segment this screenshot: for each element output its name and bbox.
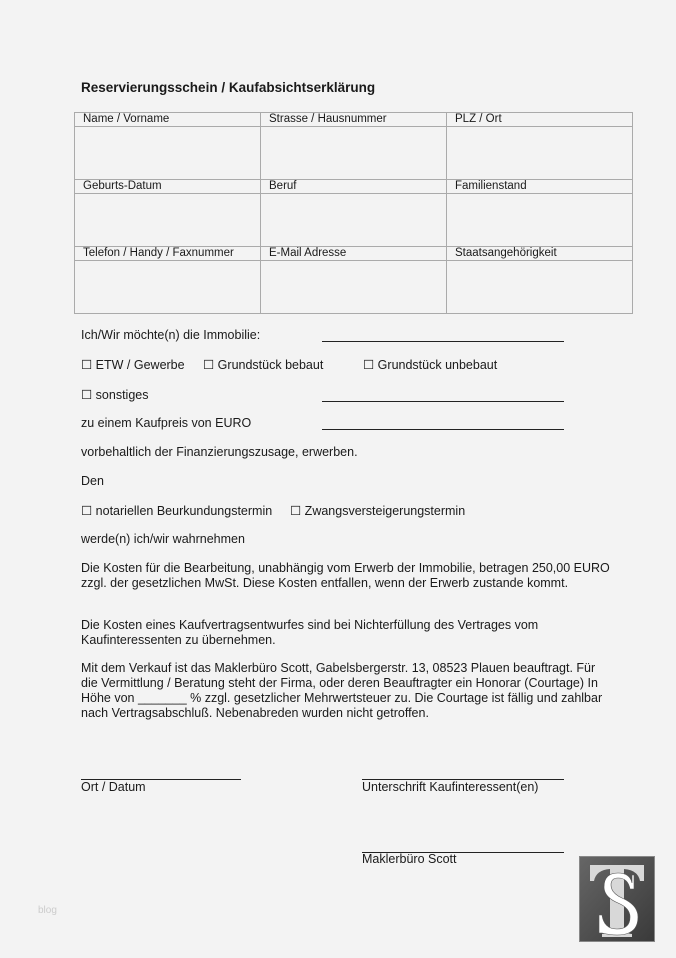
- field-birthdate[interactable]: [75, 194, 261, 247]
- option-unbebaut[interactable]: ☐ Grundstück unbebaut: [363, 358, 498, 372]
- paragraph-courtage: Mit dem Verkauf ist das Maklerbüro Scott, Gabelsbergerstr. 13, 08523 Plauen beauftragt. Für die Vermittlung / Beratung steht der Firma, oder deren Beauftragter ein Honorar (Courtage) In Höhe von _______ % zzgl. gesetzlicher Mehrwertsteuer zu. Die Courtage ist fällig und zahlbar nach Vertragsabschluß. Nebenabreden wurden nicht getroffen.: [81, 661, 603, 720]
- field-email[interactable]: [261, 261, 447, 314]
- ort-datum-label: Ort / Datum: [81, 780, 146, 794]
- label-phone: Telefon / Handy / Faxnummer: [75, 247, 261, 261]
- kaufpreis-label: zu einem Kaufpreis von EURO: [81, 416, 252, 430]
- immobilie-label: Ich/Wir möchte(n) die Immobilie:: [81, 328, 261, 342]
- vorbehalt-text: vorbehaltlich der Finanzierungszusage, erwerben.: [81, 445, 358, 459]
- label-city: PLZ / Ort: [447, 113, 633, 127]
- immobilie-line[interactable]: [322, 341, 564, 342]
- option-notar[interactable]: ☐ notariellen Beurkundungstermin: [81, 504, 273, 518]
- option-sonstiges[interactable]: ☐ sonstiges: [81, 388, 149, 402]
- label-birthdate: Geburts-Datum: [75, 180, 261, 194]
- watermark: blog: [38, 905, 57, 916]
- field-phone[interactable]: [75, 261, 261, 314]
- kunde-signature-label: Unterschrift Kaufinteressent(en): [362, 780, 539, 794]
- kaufpreis-line[interactable]: [322, 429, 564, 430]
- field-job[interactable]: [261, 194, 447, 247]
- label-email: E-Mail Adresse: [261, 247, 447, 261]
- field-name[interactable]: [75, 127, 261, 180]
- document-title: Reservierungsschein / Kaufabsichtserklärung: [81, 80, 376, 95]
- wahrnehmen-text: werde(n) ich/wir wahrnehmen: [81, 532, 245, 546]
- paragraph-kosten: Die Kosten für die Bearbeitung, unabhängig vom Erwerb der Immobilie, betragen 250,00 EURO zzgl. der gesetzlichen MwSt. Diese Kosten entfallen, wenn der Erwerb zustande kommt.: [81, 561, 610, 590]
- option-etw[interactable]: ☐ ETW / Gewerbe: [81, 358, 185, 372]
- field-city[interactable]: [447, 127, 633, 180]
- label-street: Strasse / Hausnummer: [261, 113, 447, 127]
- sonstiges-line[interactable]: [322, 401, 564, 402]
- makler-signature-label: Maklerbüro Scott: [362, 852, 457, 866]
- label-status: Familienstand: [447, 180, 633, 194]
- label-nationality: Staatsangehörigkeit: [447, 247, 633, 261]
- field-street[interactable]: [261, 127, 447, 180]
- paragraph-kaufvertrag: Die Kosten eines Kaufvertragsentwurfes sind bei Nichterfüllung des Vertrages vom Kaufinteressenten zu übernehmen.: [81, 618, 539, 647]
- field-status[interactable]: [447, 194, 633, 247]
- label-job: Beruf: [261, 180, 447, 194]
- option-bebaut[interactable]: ☐ Grundstück bebaut: [203, 358, 324, 372]
- ts-monogram-icon: [580, 857, 654, 941]
- den-text: Den: [81, 474, 104, 488]
- field-nationality[interactable]: [447, 261, 633, 314]
- personal-data-table: [74, 112, 633, 314]
- company-logo: [579, 856, 655, 942]
- option-zwang[interactable]: ☐ Zwangsversteigerungstermin: [290, 504, 466, 518]
- label-name: Name / Vorname: [75, 113, 261, 127]
